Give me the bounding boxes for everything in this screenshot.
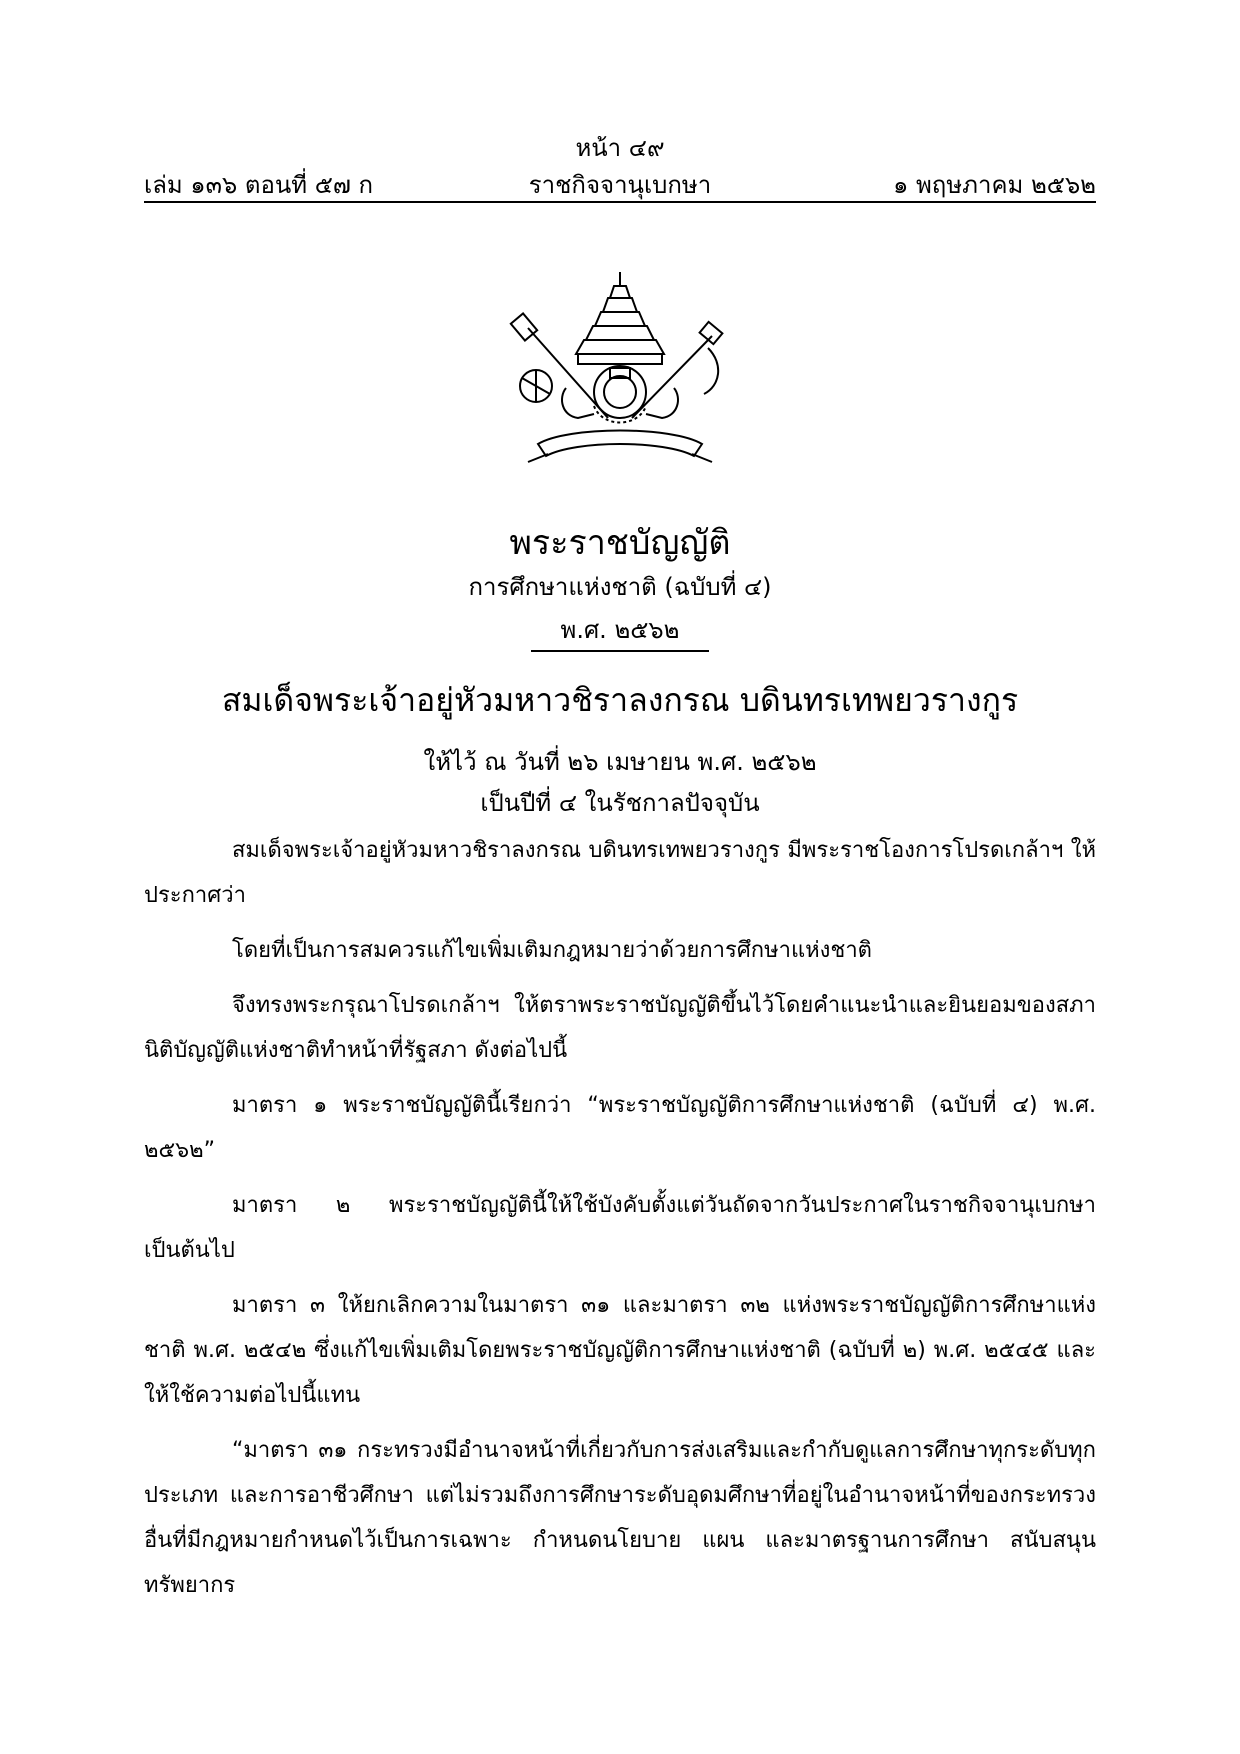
- royal-seal-icon: [498, 268, 742, 464]
- act-subtitle: การศึกษาแห่งชาติ (ฉบับที่ ๔): [468, 573, 772, 601]
- paragraph-section-3: มาตรา ๓ ให้ยกเลิกความในมาตรา ๓๑ และมาตรา ๓๒ แห่งพระราชบัญญัติการศึกษาแห่งชาติ พ.ศ. ๒๕๔๒ ซึ่งแก้ไขเพิ่มเติมโดยพระราชบัญญัติการศึกษาแห่งชาติ (ฉบับที่ ๒) พ.ศ. ๒๕๔๕ และให้ใช้ความต่อไปนี้แทน: [144, 1293, 1096, 1408]
- given-date: ให้ไว้ ณ วันที่ ๒๖ เมษายน พ.ศ. ๒๕๖๒: [423, 748, 817, 776]
- paragraph-section-1: มาตรา ๑ พระราชบัญญัตินี้เรียกว่า “พระราชบัญญัติการศึกษาแห่งชาติ (ฉบับที่ ๔) พ.ศ. ๒๕๖๒”: [144, 1093, 1096, 1163]
- gazette-name: ราชกิจจานุเบกษา: [528, 171, 712, 199]
- page-number: หน้า ๔๙: [575, 134, 665, 162]
- paragraph-proclamation: สมเด็จพระเจ้าอยู่หัวมหาวชิราลงกรณ บดินทรเทพยวรางกูร มีพระราชโองการโปรดเกล้าฯ ให้ประกาศว่า: [144, 838, 1096, 908]
- act-year: พ.ศ. ๒๕๖๒: [560, 616, 680, 644]
- publication-date: ๑ พฤษภาคม ๒๕๖๒: [893, 171, 1096, 199]
- gazette-header: [144, 165, 1096, 199]
- header-divider: [144, 201, 1096, 203]
- act-body: [144, 828, 1096, 1608]
- volume-issue: เล่ม ๑๓๖ ตอนที่ ๕๗ ก: [144, 171, 374, 199]
- royal-seal-emblem: [498, 268, 742, 464]
- paragraph-section-2: มาตรา ๒ พระราชบัญญัตินี้ให้ใช้บังคับตั้งแต่วันถัดจากวันประกาศในราชกิจจานุเบกษาเป็นต้นไป: [144, 1193, 1096, 1263]
- paragraph-section-31: “มาตรา ๓๑ กระทรวงมีอำนาจหน้าที่เกี่ยวกับการส่งเสริมและกำกับดูแลการศึกษาทุกระดับทุกประเภท และการอาชีวศึกษา แต่ไม่รวมถึงการศึกษาระดับอุดมศึกษาที่อยู่ในอำนาจหน้าที่ของกระทรวงอื่นที่มีกฎหมายกำหนดไว้เป็นการเฉพาะ กำหนดนโยบาย แผน และมาตรฐานการศึกษา สนับสนุนทรัพยากร: [144, 1438, 1096, 1598]
- title-divider: [531, 650, 709, 652]
- king-name: สมเด็จพระเจ้าอยู่หัวมหาวชิราลงกรณ บดินทรเทพยวรางกูร: [221, 681, 1019, 719]
- paragraph-enactment: จึงทรงพระกรุณาโปรดเกล้าฯ ให้ตราพระราชบัญญัติขึ้นไว้โดยคำแนะนำและยินยอมของสภานิติบัญญัติแห่งชาติทำหน้าที่รัฐสภา ดังต่อไปนี้: [144, 993, 1096, 1063]
- paragraph-preamble: โดยที่เป็นการสมควรแก้ไขเพิ่มเติมกฎหมายว่าด้วยการศึกษาแห่งชาติ: [232, 938, 872, 963]
- reign-year: เป็นปีที่ ๔ ในรัชกาลปัจจุบัน: [480, 789, 760, 817]
- act-title: พระราชบัญญัติ: [509, 523, 731, 563]
